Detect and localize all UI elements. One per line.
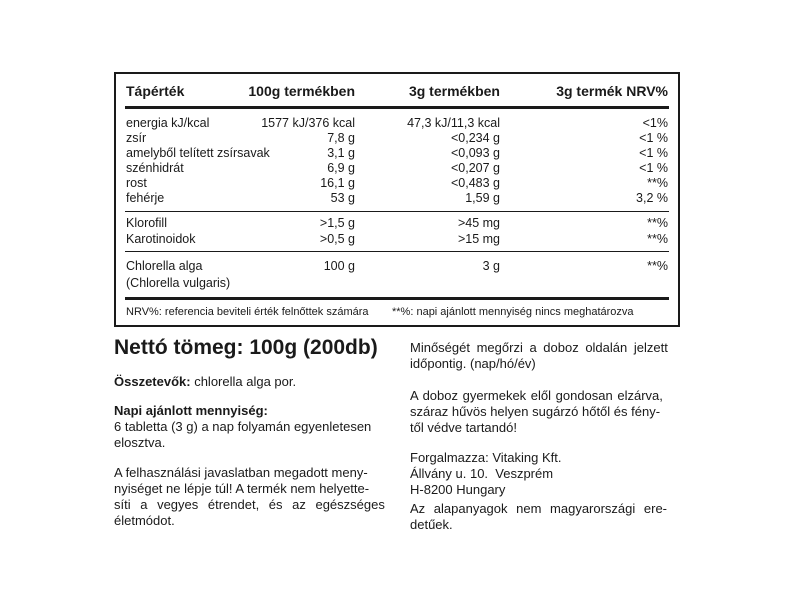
cell: zsír — [126, 131, 147, 145]
cell: >1,5 g — [319, 216, 355, 230]
warning — [114, 465, 386, 529]
cell: <1 % — [639, 146, 668, 160]
cell: <1% — [642, 116, 668, 130]
cell: energia kJ/kcal — [126, 116, 210, 130]
cell: 1577 kJ/376 kcal — [261, 116, 355, 130]
header-per-100g: 100g termékben — [248, 83, 355, 99]
header-nutrient: Tápérték — [126, 83, 185, 99]
cell: 3,2 % — [636, 191, 668, 205]
storage — [410, 388, 686, 436]
divider — [125, 106, 669, 109]
warning-line: A felhasználási javaslatban megadott meny- — [114, 465, 368, 480]
cell: szénhidrát — [126, 161, 184, 175]
cell: 7,8 g — [327, 131, 355, 145]
cell: amelyből telített zsírsavak — [126, 146, 270, 160]
cell: **% — [647, 259, 668, 273]
cell: Chlorella alga — [126, 259, 203, 273]
cell: **% — [647, 176, 668, 190]
divider — [125, 211, 669, 212]
storage-line: száraz hűvös helyen sugárzó hőtől és fény- — [410, 404, 661, 419]
table-row — [116, 116, 678, 131]
cell: <1 % — [639, 131, 668, 145]
divider — [125, 297, 669, 300]
distributor — [410, 450, 686, 498]
warning-line: nyiséget ne lépje túl! A termék nem helyette- — [114, 481, 370, 496]
cell: 16,1 g — [320, 176, 355, 190]
cell: Karotinoidok — [126, 232, 196, 246]
warning-line: életmódot. — [114, 513, 175, 528]
cell: fehérje — [126, 191, 165, 205]
nutrition-table — [114, 72, 680, 327]
ingredients — [114, 374, 296, 390]
dosage-line: elosztva. — [114, 435, 166, 450]
best-before-line: Minőségét megőrzi a doboz oldalán jelzett — [410, 340, 668, 355]
distributor-line: Állvány u. 10. Veszprém — [410, 466, 554, 481]
ingredients-value: chlorella alga por. — [190, 374, 297, 389]
footnote-nrv: NRV%: referencia beviteli érték felnőttek számára — [126, 306, 369, 318]
footnote-star: **%: napi ajánlott mennyiség nincs meghatározva — [392, 306, 634, 318]
table-row — [116, 191, 678, 206]
cell: >15 mg — [457, 232, 500, 246]
cell: >45 mg — [457, 216, 500, 230]
storage-line: től védve tartandó! — [410, 420, 517, 435]
cell: 3,1 g — [327, 146, 355, 160]
distributor-line: Forgalmazza: Vitaking Kft. — [410, 450, 562, 465]
ingredients-label: Összetevők: — [114, 374, 191, 389]
header-nrv: 3g termék NRV% — [556, 83, 668, 99]
cell: <0,093 g — [450, 146, 500, 160]
cell: **% — [647, 216, 668, 230]
origin — [410, 501, 686, 533]
cell: rost — [126, 176, 147, 190]
cell: (Chlorella vulgaris) — [126, 276, 231, 290]
cell: 6,9 g — [327, 161, 355, 175]
table-row — [116, 176, 678, 191]
table-row — [116, 161, 678, 176]
divider — [125, 251, 669, 252]
warning-line: síti a vegyes étrendet, és az egészséges — [114, 497, 385, 512]
cell: <0,234 g — [450, 131, 500, 145]
distributor-line: H-8200 Hungary — [410, 482, 506, 497]
dosage-line: 6 tabletta (3 g) a nap folyamán egyenletesen — [114, 419, 372, 434]
storage-line: A doboz gyermekek elől gondosan elzárva, — [410, 388, 663, 403]
cell: <0,483 g — [450, 176, 500, 190]
table-row — [116, 216, 678, 231]
table-row — [116, 276, 678, 291]
origin-line: Az alapanyagok nem magyarországi ere- — [410, 501, 668, 516]
dosage — [114, 403, 386, 451]
cell: 100 g — [323, 259, 355, 273]
cell: Klorofill — [126, 216, 167, 230]
net-weight: Nettó tömeg: 100g (200db) — [114, 336, 378, 359]
cell: 3 g — [482, 259, 500, 273]
cell: 1,59 g — [465, 191, 500, 205]
table-row — [116, 259, 678, 274]
best-before — [410, 340, 686, 372]
cell: **% — [647, 232, 668, 246]
cell: 47,3 kJ/11,3 kcal — [407, 116, 500, 130]
table-row — [116, 146, 678, 161]
table-row — [116, 131, 678, 146]
table-row — [116, 232, 678, 247]
best-before-line: időpontig. (nap/hó/év) — [410, 356, 536, 371]
dosage-label: Napi ajánlott mennyiség: — [114, 403, 268, 418]
cell: 53 g — [330, 191, 355, 205]
origin-line: detűek. — [410, 517, 453, 532]
cell: <0,207 g — [450, 161, 500, 175]
header-per-3g: 3g termékben — [408, 83, 500, 99]
cell: >0,5 g — [319, 232, 355, 246]
cell: <1 % — [639, 161, 668, 175]
